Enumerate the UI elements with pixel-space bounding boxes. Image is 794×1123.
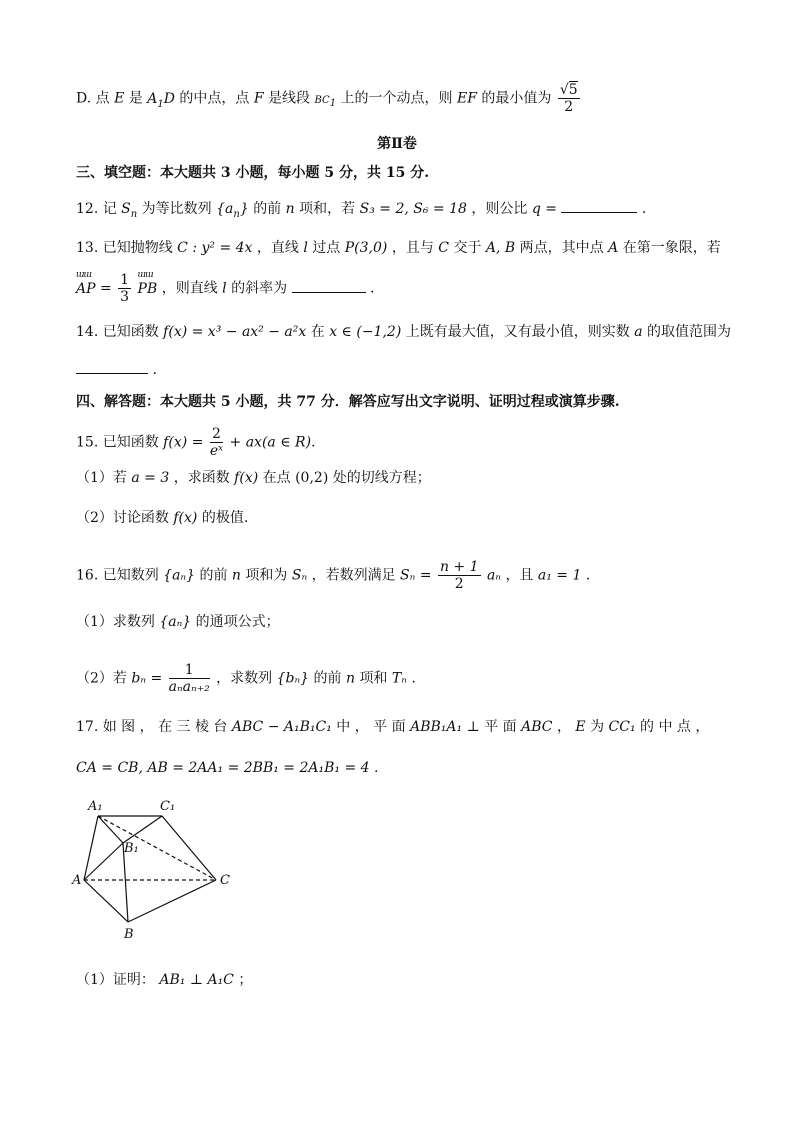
q15-p2-text: 的极值. bbox=[201, 510, 249, 526]
q16-p2-den: aₙaₙ₊₂ bbox=[168, 679, 210, 695]
vector-ap bbox=[76, 269, 96, 299]
q12-text1: 为等比数列 bbox=[141, 201, 212, 217]
vector-pb bbox=[137, 269, 158, 299]
q17-point-e: E bbox=[575, 719, 586, 735]
vector-mark: ɯɯ bbox=[76, 269, 92, 280]
answer-blank-14[interactable] bbox=[76, 359, 148, 374]
option-d-prefix: D. 点 bbox=[76, 90, 110, 107]
q16-rhs: aₙ bbox=[486, 567, 501, 584]
q13-number: 13. 已知抛物线 bbox=[76, 240, 173, 256]
q16-number: 16. 已知数列 bbox=[76, 567, 159, 584]
q14-function: f(x) = x³ − ax² − a²x bbox=[163, 324, 307, 340]
q17-p1-label: （1）证明： bbox=[76, 972, 155, 988]
edge-a1b1 bbox=[98, 816, 123, 843]
segment-bc1: $BC_1$ bbox=[314, 94, 337, 109]
q16-p2-tn: Tₙ bbox=[391, 670, 407, 687]
sn-symbol: $S_n$ bbox=[121, 201, 138, 220]
q17-text2: 平 面 bbox=[484, 719, 517, 735]
option-d bbox=[76, 82, 582, 115]
section3-heading: 三、填空题：本大题共 3 小题，每小题 5 分，共 15 分. bbox=[76, 165, 430, 181]
n-symbol: n bbox=[285, 201, 295, 217]
q16-p2-text3: 项和 bbox=[359, 670, 388, 687]
q16-a1: a₁ = 1 bbox=[537, 567, 582, 584]
q16-text2: 项和为 bbox=[245, 567, 288, 584]
q16-sn: Sₙ bbox=[291, 567, 308, 584]
q14-var: a bbox=[634, 324, 643, 340]
vector-pb-label: PB bbox=[137, 280, 158, 297]
q13-text1: ，直线 bbox=[256, 240, 299, 256]
edge-b1a bbox=[84, 843, 123, 880]
question-16 bbox=[76, 559, 590, 592]
label-a1: A₁ bbox=[88, 799, 103, 814]
edge-bc bbox=[128, 880, 216, 922]
q15-rest: + ax(a ∈ R). bbox=[229, 434, 316, 451]
q16-p1-text: 的通项公式； bbox=[195, 614, 280, 630]
q16-frac-den: 2 bbox=[454, 576, 464, 592]
q12-text4: ，则公比 bbox=[471, 201, 528, 217]
line-l: l bbox=[222, 280, 227, 297]
option-d-text5: 的最小值为 bbox=[481, 90, 552, 107]
label-c1: C₁ bbox=[160, 799, 176, 814]
q12-var: q bbox=[531, 201, 541, 217]
q13-text8: 的斜率为 bbox=[231, 280, 288, 297]
q16-p2-bn: bₙ = bbox=[131, 670, 163, 687]
q13-text2: 过点 bbox=[312, 240, 341, 256]
q17-text5: 的 中 点 ， bbox=[640, 719, 710, 735]
q15-number: 15. 已知函数 bbox=[76, 434, 159, 451]
q16-p2-label: （2）若 bbox=[76, 670, 127, 687]
vector-ap-label: AP bbox=[76, 280, 96, 297]
sqrt-arg: 5 bbox=[568, 82, 578, 98]
q16-fraction bbox=[438, 559, 481, 592]
q12-text3: 项和，若 bbox=[299, 201, 356, 217]
segment-a1c-hidden bbox=[98, 816, 216, 880]
question-15 bbox=[76, 426, 315, 459]
segment-a1d: $A_1D$ bbox=[147, 90, 175, 110]
q17-solid: ABC − A₁B₁C₁ bbox=[231, 719, 332, 735]
q16-p2-text1: ，求数列 bbox=[216, 670, 273, 687]
point-a: A bbox=[608, 240, 619, 256]
q16-end: . bbox=[585, 567, 591, 584]
q14-text2: 上既有最大值，又有最小值，则实数 bbox=[405, 324, 630, 340]
q14-text3: 的取值范围为 bbox=[647, 324, 731, 340]
q16-p1-label: （1）求数列 bbox=[76, 614, 155, 630]
q14-domain: x ∈ (−1,2) bbox=[329, 324, 402, 340]
question-14-line1 bbox=[76, 322, 731, 342]
option-d-text1: 是 bbox=[128, 90, 143, 107]
frustum-figure bbox=[70, 796, 240, 946]
q13-text3: ，且与 bbox=[391, 240, 434, 256]
q15-p1-text2: 在点 bbox=[262, 470, 291, 486]
point-p: P(3,0) bbox=[344, 240, 388, 256]
label-c: C bbox=[220, 873, 230, 888]
edge-c1c bbox=[162, 816, 216, 880]
question-16-part2 bbox=[76, 662, 416, 695]
option-d-text3: 是线段 bbox=[268, 90, 311, 107]
q15-p1-label: （1）若 bbox=[76, 470, 127, 486]
q14-end: . bbox=[152, 362, 157, 378]
q12-text2: 的前 bbox=[253, 201, 282, 217]
q16-seq: {aₙ} bbox=[163, 567, 196, 584]
q16-text3: ，若数列满足 bbox=[311, 567, 396, 584]
q17-number: 17. 如 图 ， 在 三 棱 台 bbox=[76, 719, 228, 735]
q17-plane2: ABC bbox=[521, 719, 553, 735]
parabola-equation: C : y² = 4x bbox=[177, 240, 253, 256]
q16-lhs: Sₙ = bbox=[400, 567, 432, 584]
section4-heading: 四、解答题：本大题共 5 小题，共 77 分．解答应写出文字说明、证明过程或演算步骤. bbox=[76, 394, 620, 410]
q15-p1-text3: 处的切线方程； bbox=[332, 470, 431, 486]
question-13-line2: ɯɯ AP = $\frac{1}{3}$ ɯɯ PB ，则直线 l 的斜率为 . bbox=[76, 272, 374, 305]
question-15-part2 bbox=[76, 508, 248, 528]
q17-perp: ⊥ bbox=[466, 719, 480, 735]
q16-p2-end: . bbox=[411, 670, 416, 687]
option-d-text4: 上的一个动点，则 bbox=[340, 90, 453, 107]
q12-number: 12. 记 bbox=[76, 201, 117, 217]
q13-fraction bbox=[118, 272, 131, 305]
q13-text7: ，则直线 bbox=[161, 280, 218, 297]
q12-end: . bbox=[641, 201, 647, 217]
label-b: B bbox=[124, 927, 134, 942]
q15-p1-point: (0,2) bbox=[295, 470, 329, 486]
question-15-part1 bbox=[76, 468, 431, 488]
q12-condition: S₃ = 2, S₆ = 18 bbox=[359, 201, 467, 217]
q15-frac-den: eˣ bbox=[209, 443, 224, 459]
answer-fraction bbox=[558, 82, 580, 115]
q13-text4: 交于 bbox=[453, 240, 482, 256]
q13-end: . bbox=[370, 280, 375, 297]
question-13-line1 bbox=[76, 238, 721, 258]
q17-text1: 中 ， 平 面 bbox=[336, 719, 406, 735]
edge-a1a bbox=[84, 816, 98, 880]
point-f: F bbox=[253, 90, 264, 107]
q15-fx: f(x) = bbox=[163, 434, 204, 451]
segment-ef: EF bbox=[456, 90, 477, 107]
label-b1: B₁ bbox=[124, 841, 139, 856]
q16-p2-num: 1 bbox=[169, 662, 210, 679]
q15-p2-label: （2）讨论函数 bbox=[76, 510, 169, 526]
fraction-numerator: √5 bbox=[559, 82, 578, 98]
q14-text1: 在 bbox=[310, 324, 325, 340]
option-d-text2: 的中点，点 bbox=[179, 90, 250, 107]
q15-p1-fx: f(x) bbox=[234, 470, 259, 486]
q16-frac-num: n + 1 bbox=[439, 559, 479, 575]
edge-c1b1 bbox=[123, 816, 162, 843]
q16-p2-seq: {bₙ} bbox=[276, 670, 310, 687]
q13-text5: 两点，其中点 bbox=[519, 240, 604, 256]
q15-p2-fx: f(x) bbox=[173, 510, 198, 526]
line-l: l bbox=[303, 240, 308, 256]
points-ab: A, B bbox=[485, 240, 516, 256]
q13-text6: 在第一象限，若 bbox=[622, 240, 721, 256]
q14-number: 14. 已知函数 bbox=[76, 324, 159, 340]
label-a: A bbox=[72, 873, 82, 888]
sequence-an: $\{a_n\}$ bbox=[216, 201, 249, 220]
q16-p2-fraction bbox=[169, 662, 210, 695]
question-17-line1 bbox=[76, 717, 709, 737]
q15-p1-text1: ，求函数 bbox=[173, 470, 230, 486]
question-14-line2 bbox=[76, 359, 157, 380]
point-e: E bbox=[114, 90, 125, 107]
q15-fraction bbox=[210, 426, 223, 459]
q16-p2-text2: 的前 bbox=[313, 670, 342, 687]
q17-text4: 为 bbox=[590, 719, 605, 735]
q15-frac-num: 2 bbox=[210, 426, 223, 443]
q15-p1-cond: a = 3 bbox=[131, 470, 170, 486]
part2-title: 第Ⅱ卷 bbox=[377, 136, 417, 152]
answer-blank-13[interactable] bbox=[292, 278, 366, 293]
q17-text3: ， bbox=[556, 719, 571, 735]
n-symbol: n bbox=[345, 670, 355, 687]
q16-p1-seq: {aₙ} bbox=[159, 614, 192, 630]
question-16-part1 bbox=[76, 612, 280, 632]
q16-text4: ，且 bbox=[505, 567, 534, 584]
q13-frac-den: 3 bbox=[120, 289, 130, 305]
fraction-denominator: 2 bbox=[564, 99, 574, 115]
answer-blank-12[interactable] bbox=[561, 198, 637, 213]
question-17-line2: CA = CB, AB = 2AA₁ = 2BB₁ = 2A₁B₁ = 4 . bbox=[76, 760, 379, 776]
vector-mark: ɯɯ bbox=[137, 269, 153, 280]
edge-ab bbox=[84, 880, 128, 922]
question-17-part1 bbox=[76, 970, 252, 990]
q17-plane1: ABB₁A₁ bbox=[410, 719, 463, 735]
n-symbol: n bbox=[231, 567, 241, 584]
q17-segment: CC₁ bbox=[608, 719, 636, 735]
curve-c: C bbox=[438, 240, 449, 256]
q13-frac-num: 1 bbox=[120, 272, 130, 288]
q16-text1: 的前 bbox=[199, 567, 228, 584]
q12-eq: = bbox=[545, 201, 557, 217]
q17-p1-expr: AB₁ ⊥ A₁C bbox=[159, 972, 234, 988]
question-12 bbox=[76, 198, 646, 225]
q17-p1-end: ； bbox=[238, 972, 253, 988]
